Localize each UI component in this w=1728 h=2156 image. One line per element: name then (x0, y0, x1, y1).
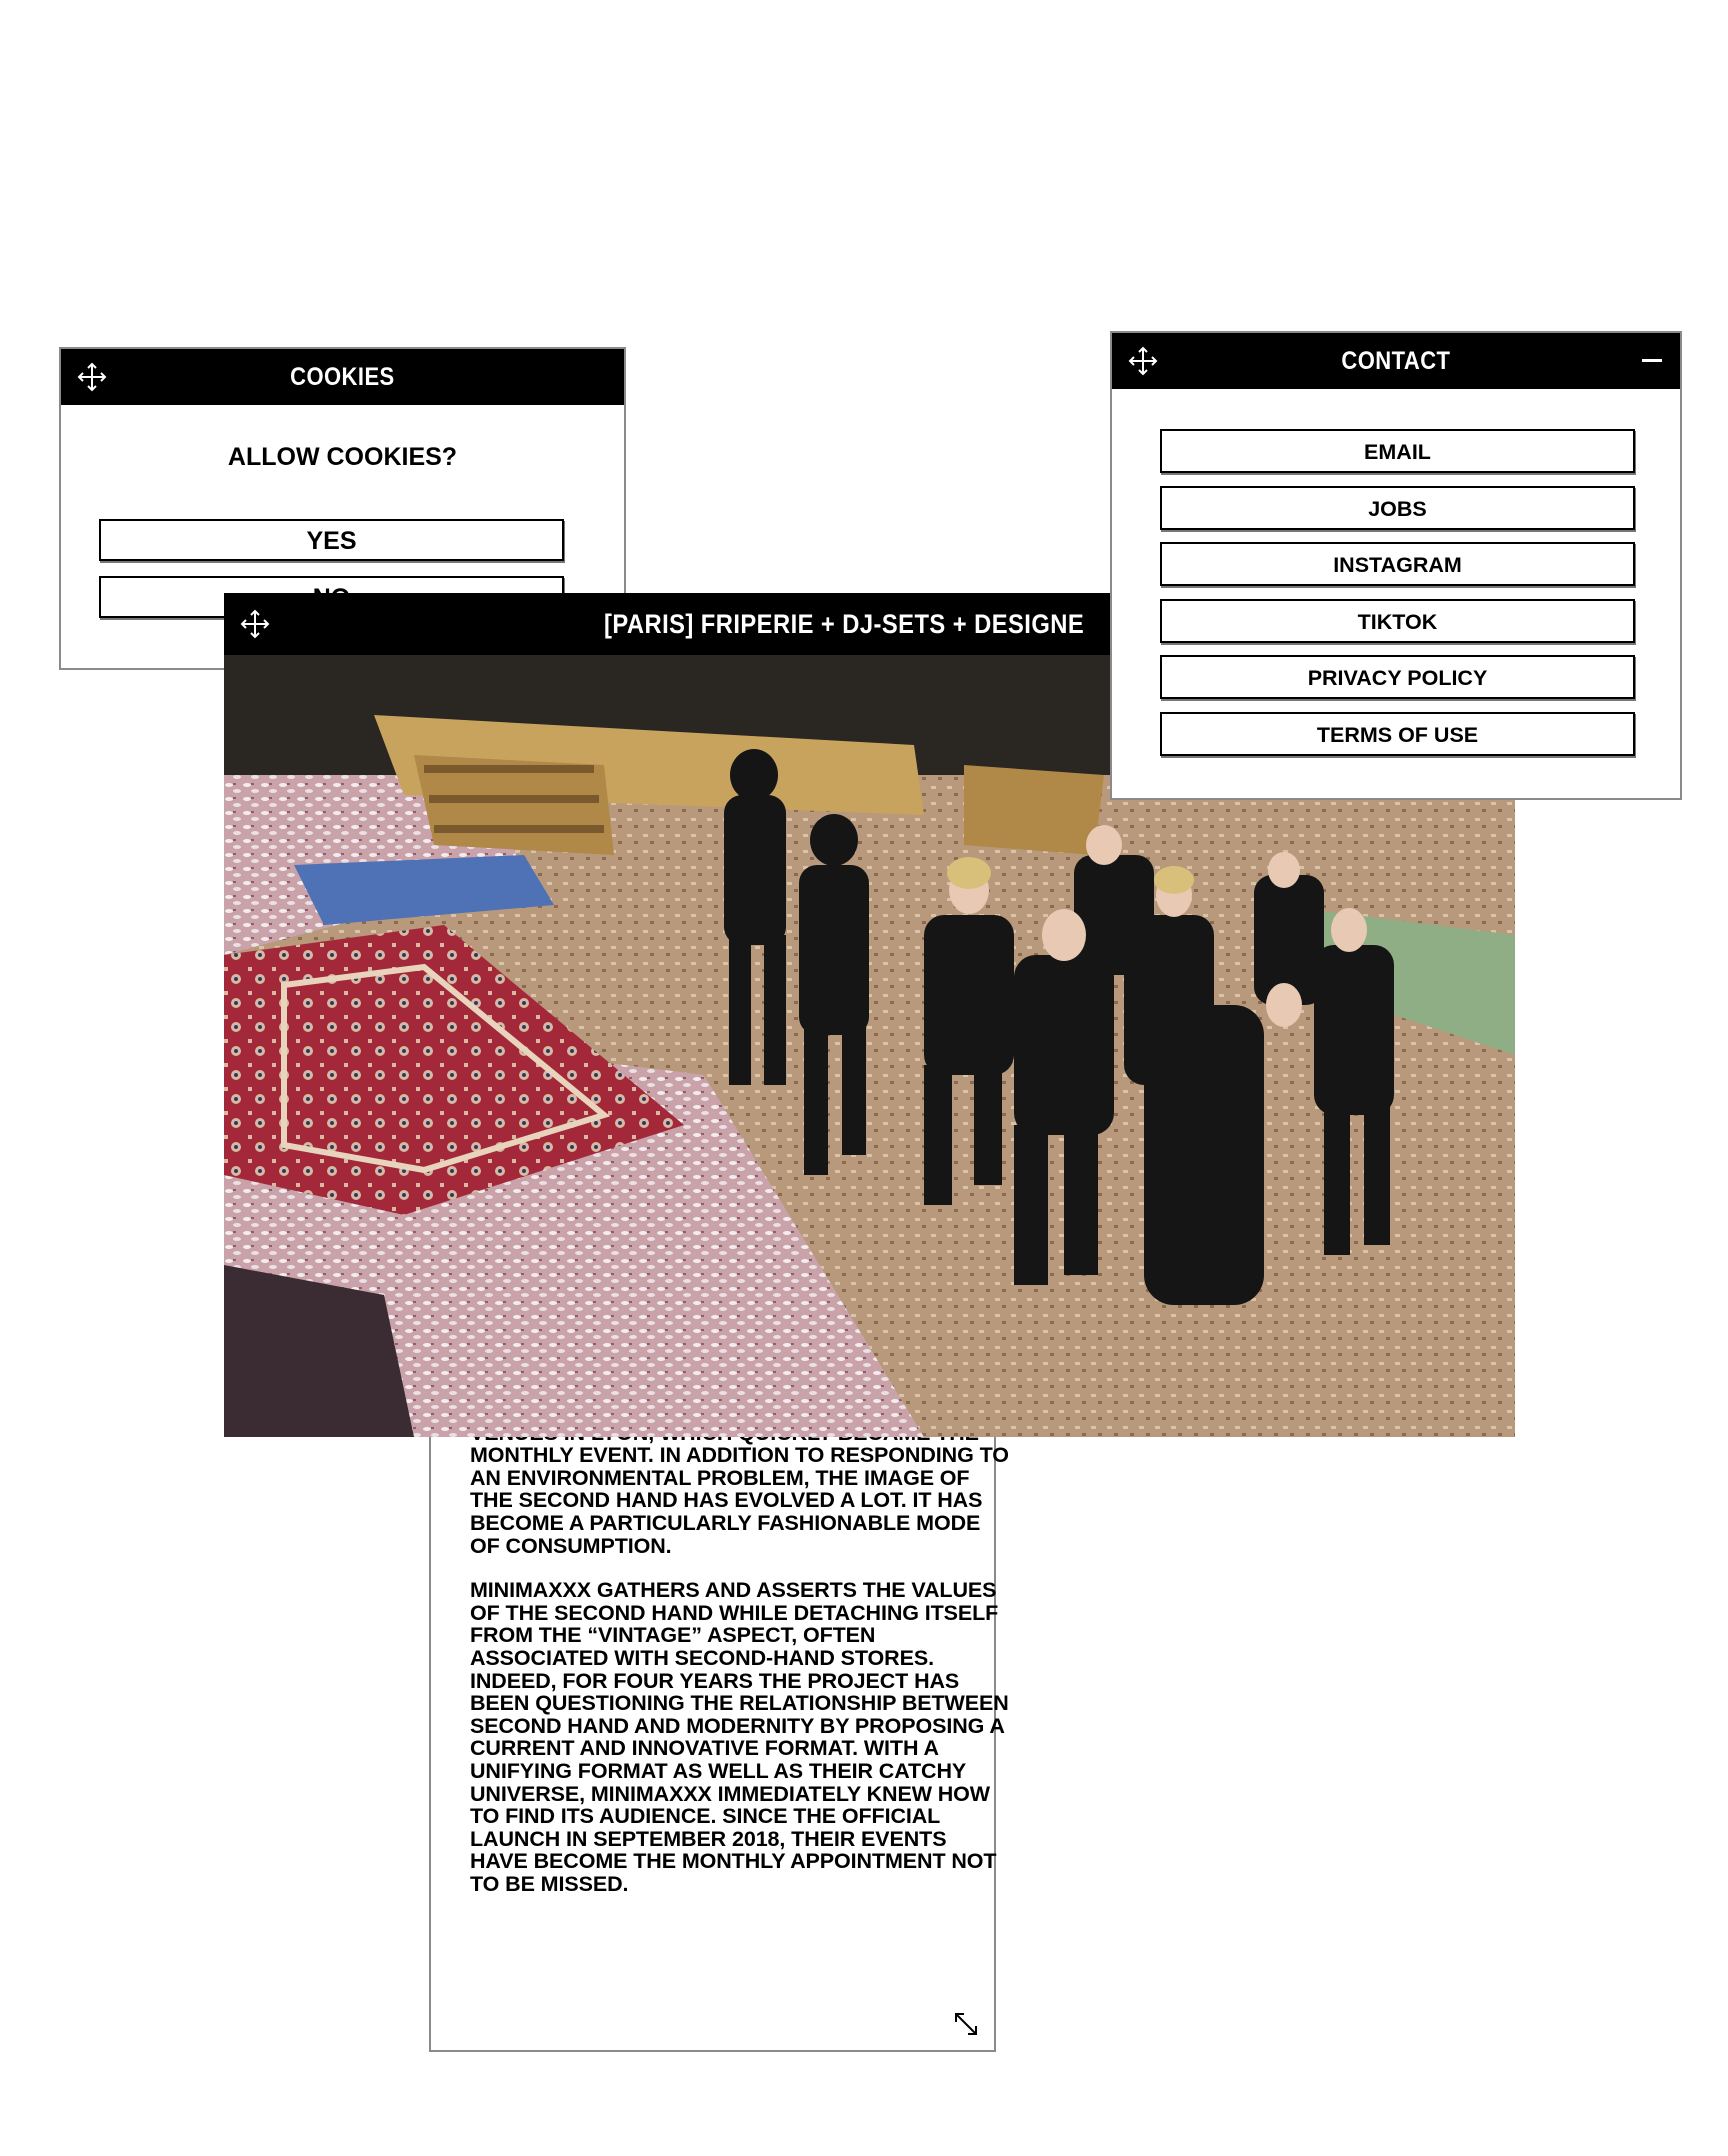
contact-jobs-button[interactable]: JOBS (1160, 486, 1635, 530)
move-icon[interactable] (240, 609, 270, 639)
cookies-title: COOKIES (290, 362, 395, 391)
move-icon[interactable] (77, 362, 107, 392)
cookies-titlebar[interactable] (61, 349, 624, 405)
contact-instagram-button[interactable]: INSTAGRAM (1160, 542, 1635, 586)
cookies-question: ALLOW COOKIES? (227, 443, 458, 471)
contact-links (1160, 429, 1635, 768)
about-text (470, 1399, 1010, 1917)
contact-terms-of-use-button[interactable]: TERMS OF USE (1160, 712, 1635, 756)
contact-tiktok-button[interactable]: TIKTOK (1160, 599, 1635, 643)
contact-title: CONTACT (1341, 346, 1451, 375)
contact-window (1110, 331, 1682, 800)
cookies-yes-button[interactable]: YES (99, 519, 564, 561)
resize-icon[interactable] (952, 2010, 980, 2038)
contact-email-button[interactable]: EMAIL (1160, 429, 1635, 473)
contact-titlebar[interactable] (1112, 333, 1680, 389)
photo-title: [PARIS] FRIPERIE + DJ-SETS + DESIGNE (604, 608, 1085, 639)
contact-privacy-policy-button[interactable]: PRIVACY POLICY (1160, 655, 1635, 699)
move-icon[interactable] (1128, 346, 1158, 376)
about-paragraph-2: MINIMAXXX GATHERS AND ASSERTS THE VALUES OF THE SECOND HAND WHILE DETACHING ITSELF FROM THE “VINTAGE” ASPECT, OFTEN ASSOCIATED WITH SECOND-HAND STORES. INDEED, FOR FOUR YEARS THE PROJECT HAS BEEN QUESTIONING THE RELATIONSHIP BETWEEN SECOND HAND AND MODERNITY BY PROPOSING A CURRENT AND INNOVATIVE FORMAT. WITH A UNIFYING FORMAT AS WELL AS THEIR CATCHY UNIVERSE, MINIMAXXX IMMEDIATELY KNEW HOW TO FIND ITS AUDIENCE. SINCE THE OFFICIAL LAUNCH IN SEPTEMBER 2018, THEIR EVENTS HAVE BECOME THE MONTHLY APPOINTMENT NOT TO BE MISSED. (470, 1578, 1009, 1896)
about-paragraph-1: MONTHLY EVENT. IN ADDITION TO RESPONDING TO AN ENVIRONMENTAL PROBLEM, THE IMAGE OF THE SECOND HAND HAS EVOLVED A LOT. IT HAS BECOME A PARTICULARLY FASHIONABLE MODE OF CONSUMPTION. (470, 1443, 1009, 1558)
about-window (429, 1420, 1009, 2052)
minimize-icon[interactable] (1642, 359, 1662, 362)
